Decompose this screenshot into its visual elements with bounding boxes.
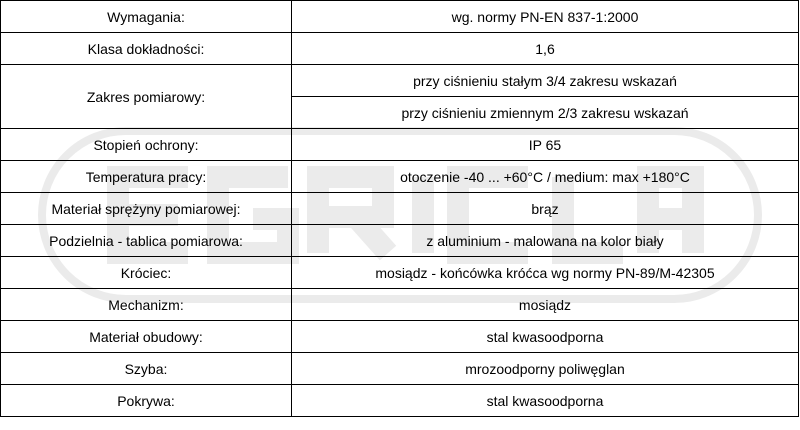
spec-value: otoczenie -40 ... +60°C / medium: max +180°C [292,161,799,193]
spec-value: 1,6 [292,33,799,65]
spec-row [1,385,799,417]
spec-row [1,161,799,193]
spec-value: przy ciśnieniu stałym 3/4 zakresu wskazań [292,65,799,97]
spec-row [1,289,799,321]
spec-label: Klasa dokładności: [1,33,292,65]
spec-value: mosiądz - końcówka króćca wg normy PN-89/M-42305 [292,257,799,289]
spec-label: Króciec: [1,257,292,289]
spec-label: Zakres pomiarowy: [1,65,292,129]
spec-value: wg. normy PN-EN 837-1:2000 [292,1,799,33]
spec-table-body [1,1,799,417]
spec-value: z aluminium - malowana na kolor biały [292,225,799,257]
spec-label: Temperatura pracy: [1,161,292,193]
spec-value: brąz [292,193,799,225]
spec-label: Podzielnia - tablica pomiarowa: [1,225,292,257]
spec-label: Szyba: [1,353,292,385]
spec-value: mrozoodporny poliwęglan [292,353,799,385]
spec-row [1,65,799,97]
spec-row [1,193,799,225]
spec-row [1,257,799,289]
spec-row [1,225,799,257]
spec-value: przy ciśnieniu zmiennym 2/3 zakresu wskazań [292,97,799,129]
spec-label: Mechanizm: [1,289,292,321]
spec-value: stal kwasoodporna [292,385,799,417]
spec-value: mosiądz [292,289,799,321]
spec-label: Materiał obudowy: [1,321,292,353]
spec-label: Wymagania: [1,1,292,33]
spec-value: stal kwasoodporna [292,321,799,353]
spec-row [1,129,799,161]
spec-row [1,353,799,385]
spec-label: Materiał sprężyny pomiarowej: [1,193,292,225]
spec-label: Pokrywa: [1,385,292,417]
spec-row [1,33,799,65]
spec-row [1,1,799,33]
spec-row [1,321,799,353]
spec-value: IP 65 [292,129,799,161]
spec-label: Stopień ochrony: [1,129,292,161]
